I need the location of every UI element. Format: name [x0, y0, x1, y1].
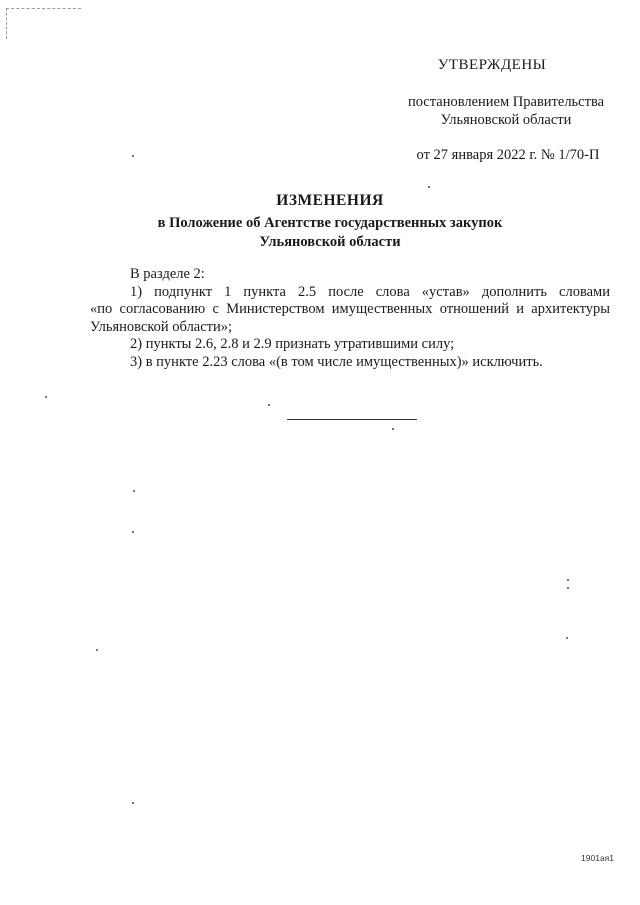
footer-document-code: 1901ая1	[581, 853, 614, 863]
scan-speck	[566, 637, 568, 639]
approval-decree	[382, 93, 630, 129]
scan-speck	[567, 579, 569, 581]
amendment-item-1-line-3: Ульяновской области»;	[90, 318, 233, 335]
scan-artifact	[6, 8, 81, 39]
scan-speck	[567, 587, 569, 589]
section-intro: В разделе 2:	[130, 266, 205, 282]
end-divider-line	[287, 419, 417, 420]
amendment-item-3: 3) в пункте 2.23 слова «(в том числе имущественных)» исключить.	[130, 353, 543, 370]
document-subtitle	[120, 214, 540, 252]
approval-date-number: от 27 января 2022 г. № 1/70-П	[416, 147, 600, 163]
scan-speck	[45, 396, 47, 398]
document-subtitle-line-2: Ульяновской области	[259, 234, 401, 250]
approval-stamp-title: УТВЕРЖДЕНЫ	[437, 57, 547, 73]
amendment-item-1-line-1: 1) подпункт 1 пункта 2.5 после слова «устав» дополнить словами	[130, 283, 610, 300]
amendment-item-1-line-2: «по согласованию с Министерством имущественных отношений и архитектуры	[90, 301, 610, 317]
scan-speck	[96, 649, 98, 651]
scan-speck	[268, 404, 270, 406]
scan-speck	[392, 428, 394, 430]
amendment-item-2: 2) пункты 2.6, 2.8 и 2.9 признать утратившими силу;	[130, 336, 455, 352]
approval-decree-line-2: Ульяновской области	[440, 112, 572, 128]
document-body	[90, 266, 610, 371]
scan-speck	[132, 802, 134, 804]
document-subtitle-line-1: в Положение об Агентстве государственных закупок	[157, 215, 503, 231]
scan-speck	[428, 186, 430, 188]
approval-decree-line-1: постановлением Правительства	[407, 94, 605, 110]
scan-speck	[133, 490, 135, 492]
document-title: ИЗМЕНЕНИЯ	[276, 192, 384, 209]
scan-speck	[132, 531, 134, 533]
scan-speck	[132, 155, 134, 157]
